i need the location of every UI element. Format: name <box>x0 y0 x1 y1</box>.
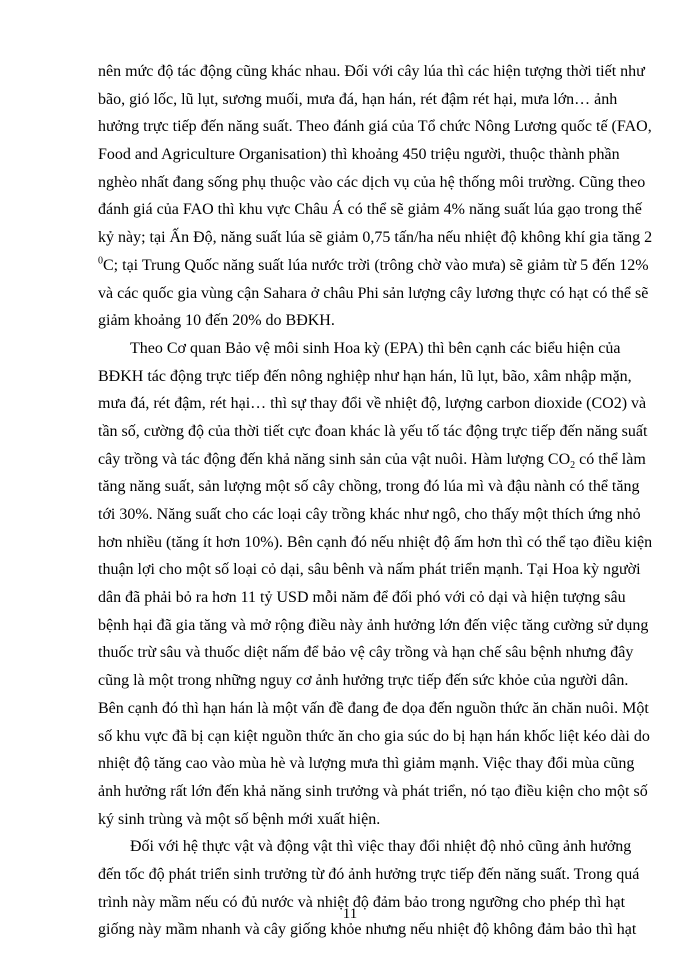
text-line: đánh giá của FAO thì khu vực Châu Á có thể sẽ giảm 4% năng suất lúa gạo trong thế <box>98 201 642 219</box>
text-line: giống này mầm nhanh và cây giống khỏe nhưng nếu nhiệt độ không đảm bảo thì hạt <box>98 921 637 939</box>
text-line-end: có thể làm <box>575 450 646 468</box>
text-line: Theo Cơ quan Bảo vệ môi sinh Hoa kỳ (EPA) thì bên cạnh các biểu hiện của <box>130 339 621 357</box>
text-line: tần số, cường độ của thời tiết cực đoan khác là yếu tố tác động trực tiếp đến năng suất <box>98 422 648 440</box>
text-line: đến tốc độ phát triển sinh trưởng từ đó ảnh hưởng trực tiếp đến năng suất. Trong quá <box>98 865 640 883</box>
text-line <box>98 252 649 280</box>
text-line: hưởng trực tiếp đến năng suất. Theo đánh giá của Tổ chức Nông Lương quốc tế (FAO, <box>98 118 652 136</box>
text-line: cũng là một trong những nguy cơ ảnh hưởng trực tiếp đến sức khỏe của người dân. <box>98 672 629 690</box>
text-line: bệnh hại đã gia tăng và mở rộng điều này ảnh hưởng lớn đến việc tăng cường sử dụng <box>98 616 649 634</box>
text-line: nên mức độ tác động cũng khác nhau. Đối với cây lúa thì các hiện tượng thời tiết như <box>98 63 645 80</box>
text-line: bão, gió lốc, lũ lụt, sương muối, mưa đá, hạn hán, rét đậm rét hại, mưa lớn… ảnh <box>98 90 618 108</box>
subscript-two: 2 <box>570 459 576 471</box>
text-line: tăng năng suất, sản lượng một số cây chồng, trong đó lúa mì và đậu nành có thể tăng <box>98 478 640 496</box>
text-line: kỷ này; tại Ấn Độ, năng suất lúa sẽ giảm 0,75 tấn/ha nếu nhiệt độ không khí gia tăng 2 <box>98 229 653 247</box>
text-line: ký sinh trùng và một số bệnh mới xuất hiện. <box>98 810 381 828</box>
text-line-rest: C; tại Trung Quốc năng suất lúa nước trời (trông chờ vào mưa) sẽ giảm từ 5 đến 12% <box>103 256 649 274</box>
text-line: hơn nhiều (tăng ít hơn 10%). Bên cạnh đó nếu nhiệt độ ấm hơn thì có thể tạo điều kiện <box>98 533 653 551</box>
text-line: giảm khoảng 10 đến 20% do BĐKH. <box>98 312 335 330</box>
text-line: nghèo nhất đang sống phụ thuộc vào các dịch vụ của hệ thống môi trường. Cũng theo <box>98 173 646 191</box>
text-line: thuận lợi cho một số loại cỏ dại, sâu bênh và nấm phát triển mạnh. Tại Hoa kỳ người <box>98 561 641 579</box>
text-line: trình này mầm nếu có đủ nước và nhiệt độ đảm bảo trong ngưỡng cho phép thì hạt <box>98 893 626 911</box>
text-line: thuốc trừ sâu và thuốc diệt nấm để bảo vệ cây trồng và hạn chế sâu bệnh nhưng đây <box>98 644 634 662</box>
page-number: 11 <box>342 906 358 922</box>
text-line: số khu vực đã bị cạn kiệt nguồn thức ăn cho gia súc do bị hạn hán khốc liệt kéo dài do <box>98 727 650 745</box>
text-line: Đối với hệ thực vật và động vật thì việc thay đổi nhiệt độ nhỏ cũng ảnh hưởng <box>130 838 632 856</box>
text-line: ảnh hưởng rất lớn đến khả năng sinh trưởng và phát triển, nó tạo điều kiện cho một số <box>98 782 648 800</box>
text-line-start: cây trồng và tác động đến khả năng sinh sản của vật nuôi. Hàm lượng CO <box>98 450 571 468</box>
text-line: Bên cạnh đó thì hạn hán là một vấn đề đang đe dọa đến nguồn thức ăn chăn nuôi. Một <box>98 699 649 717</box>
superscript-degree: 0 <box>98 255 103 267</box>
text-line <box>98 446 646 474</box>
body-text <box>98 58 653 944</box>
text-line: tới 30%. Năng suất cho các loại cây trồng khác như ngô, cho thấy một thích ứng nhỏ <box>98 506 641 523</box>
text-line: mưa đá, rét đậm, rét hại… thì sự thay đổi về nhiệt độ, lượng carbon dioxide (CO2) và <box>98 395 647 413</box>
text-line: và các quốc gia vùng cận Sahara ở châu Phi sản lượng cây lương thực có hạt có thể sẽ <box>98 284 649 302</box>
text-line: BĐKH tác động trực tiếp đến nông nghiệp như hạn hán, lũ lụt, bão, xâm nhập mặn, <box>98 367 632 385</box>
text-line: dân đã phải bỏ ra hơn 11 tỷ USD mỗi năm để đối phó với cỏ dại và hiện tượng sâu <box>98 589 626 607</box>
text-line: Food and Agriculture Organisation) thì khoảng 450 triệu người, thuộc thành phần <box>98 146 620 164</box>
text-line: nhiệt độ tăng cao vào mùa hè và lượng mưa thì giảm mạnh. Việc thay đổi mùa cũng <box>98 755 635 773</box>
